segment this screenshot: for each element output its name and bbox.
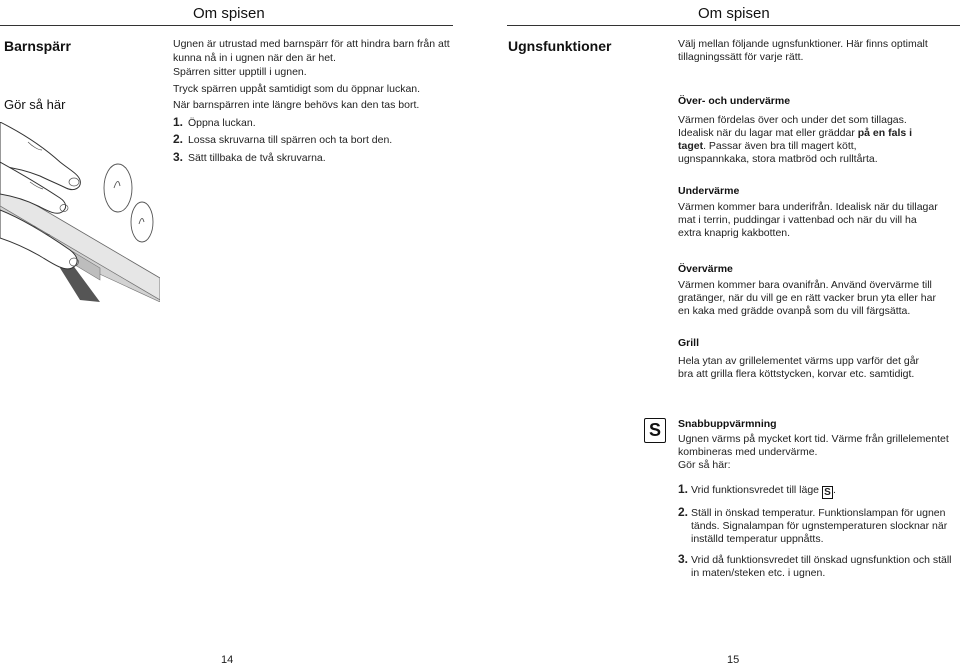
s-symbol-inline-icon: S [822,486,833,499]
over-under-heat-title: Över- och undervärme [678,95,791,107]
step-1-text: Öppna luckan. [187,116,256,129]
over-heat-title: Övervärme [678,263,733,275]
oven-functions-intro: Välj mellan följande ugnsfunktioner. Här finns optimalt tillagningssätt för varje rätt. [678,38,928,63]
under-heat-title: Undervärme [678,185,740,197]
step-3-text: Sätt tillbaka de två skruvarna. [187,151,326,164]
page-number-right: 15 [727,654,740,666]
over-under-text-bold: på en fals i taget [678,127,913,152]
over-heat-text: Värmen kommer bara ovanifrån. Använd övervärme till gratänger, när du vill ge en rätt vacker brun yta eller har en kaka med grädde ovanpå som du vill färgsätta. [678,279,936,317]
step-2 [173,133,453,148]
page-number-left: 14 [221,654,234,666]
quick-step-3-text: Vrid då funktionsvredet till önskad ugnsfunktion och ställ in maten/steken etc. i ugnen. [691,554,952,579]
oven-functions-title: Ugnsfunktioner [508,38,612,54]
step-3 [173,151,453,166]
under-heat-text: Värmen kommer bara underifrån. Idealisk när du tillagar mat i terrin, puddingar i vattenbad och när du vill ha extra knaprig kakbotten. [678,201,938,239]
right-page-header: Om spisen [698,5,770,22]
left-header-rule [0,25,453,26]
quick-step-1-text: Vrid funktionsvredet till läge [691,484,822,496]
over-under-heat-text [678,114,928,166]
quick-step-2-num: 2. [678,505,689,519]
child-lock-title: Barnspärr [4,38,71,54]
how-to-label: Gör så här [4,97,66,112]
quick-step-3 [678,554,960,580]
quick-step-3-num: 3. [678,552,689,566]
intro-line-2: Spärren sitter upptill i ugnen. [173,66,307,78]
intro-line-1: Ugnen är utrustad med barnspärr för att hindra barn från att kunna nå in i ugnen när den är het. [173,38,450,64]
quick-step-2 [678,507,960,546]
step-2-num: 2. [173,132,184,146]
hand-pressing-child-lock-illustration [0,122,160,302]
quick-step-1 [678,484,960,499]
quick-step-2-text: Ställ in önskad temperatur. Funktionslampan för ugnen tänds. Signalampan för ugnstemperaturen slocknar när inställd temperatur uppnåtts. [691,507,948,545]
quick-heat-text [678,433,953,472]
quick-heat-how: Gör så här: [678,459,731,471]
s-symbol-icon: S [644,418,666,443]
quick-heat-title: Snabbuppvärmning [678,418,777,430]
left-page-header: Om spisen [193,5,265,22]
quick-heat-desc: Ugnen värms på mycket kort tid. Värme från grillelementet kombineras med undervärme. [678,433,949,458]
intro-line-4: När barnspärren inte längre behövs kan den tas bort. [173,99,420,111]
right-header-rule [507,25,960,26]
step-2-text: Lossa skruvarna till spärren och ta bort den. [187,134,393,146]
over-under-text-b: . Passar även bra till magert kött, ugnspannkaka, stora matbröd och rulltårta. [678,140,878,165]
quick-step-1-end: . [832,484,836,496]
intro-line-3: Tryck spärren uppåt samtidigt som du öppnar luckan. [173,82,421,95]
step-1 [173,116,453,131]
child-lock-text [173,38,453,165]
grill-title: Grill [678,337,700,349]
step-1-num: 1. [173,114,184,129]
quick-heat-steps [678,484,960,588]
over-under-text-a: Värmen fördelas över och under det som tillagas. Idealisk när du lagar mat eller gräddar [678,114,907,139]
step-3-num: 3. [173,149,184,164]
grill-text: Hela ytan av grillelementet värms upp varför det går bra att grilla flera köttstycken, korvar etc. samtidigt. [678,355,920,380]
quick-step-1-num: 1. [678,482,689,496]
